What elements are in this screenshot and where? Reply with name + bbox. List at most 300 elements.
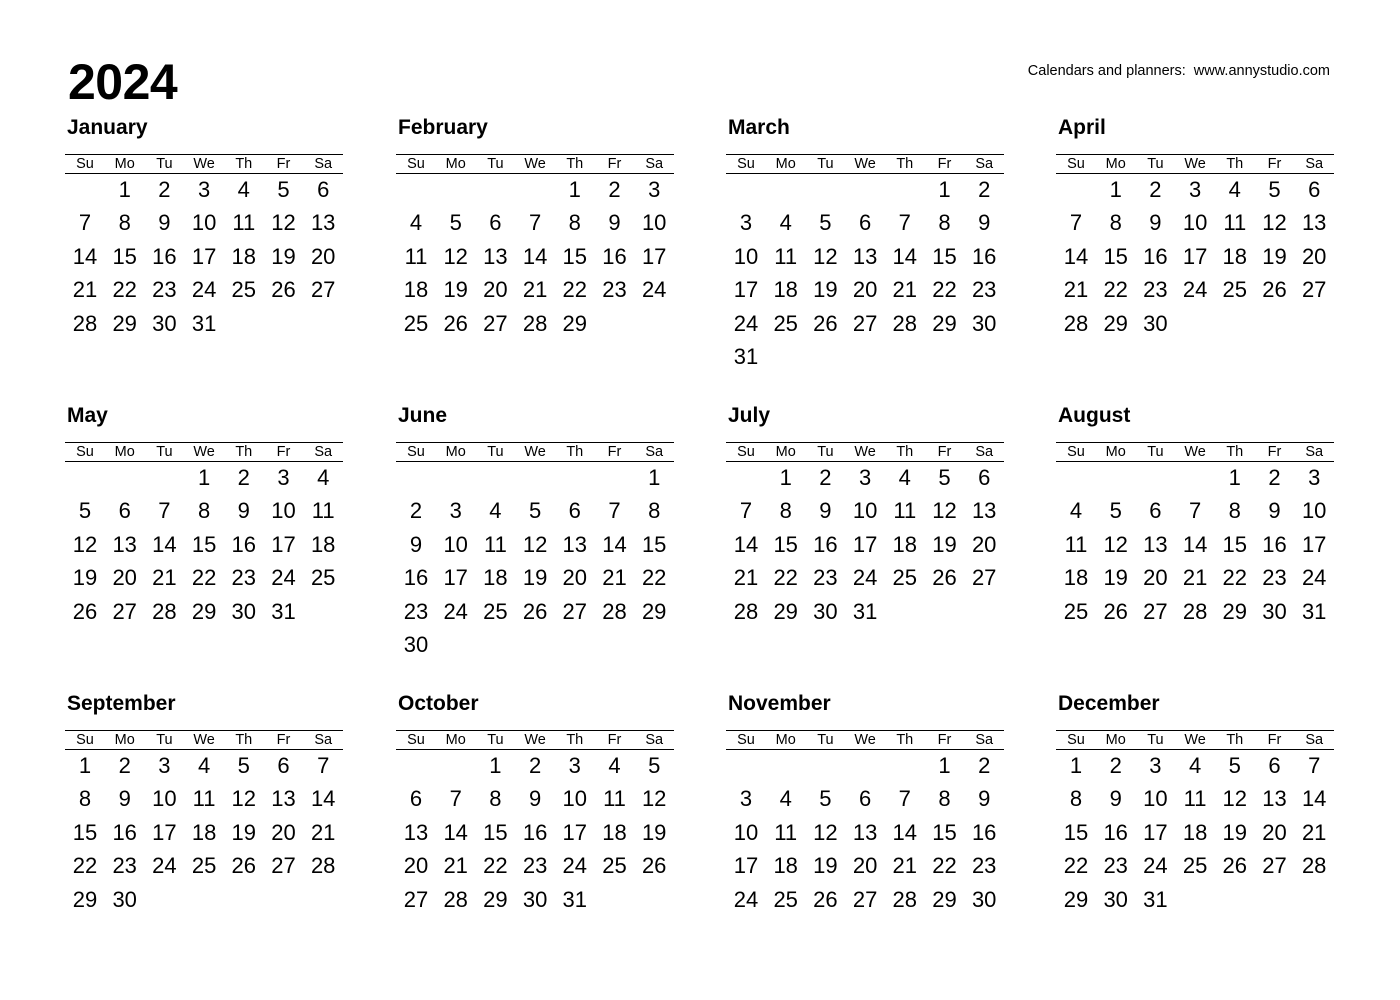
day-cell: 31 <box>191 310 217 336</box>
day-cell: 19 <box>522 565 548 591</box>
day-cell: 10 <box>191 210 217 236</box>
day-cell: 3 <box>1188 177 1202 202</box>
day-cell: 30 <box>152 310 177 336</box>
day-cell: 20 <box>483 277 508 303</box>
day-cell: 25 <box>191 853 217 879</box>
day-cell: 22 <box>1103 277 1128 303</box>
credit-url: www.annystudio.com <box>1193 63 1330 79</box>
day-cell: 10 <box>1182 210 1208 236</box>
day-cell: 24 <box>271 565 296 591</box>
weekday-label: We <box>193 156 215 172</box>
day-cell: 1 <box>1069 753 1083 778</box>
day-cell: 26 <box>641 853 667 879</box>
weekday-header <box>726 442 1004 462</box>
weekday-label: Th <box>1226 444 1244 460</box>
day-cell: 30 <box>231 598 257 624</box>
day-cell: 15 <box>112 243 137 269</box>
day-cell: 7 <box>898 210 911 236</box>
day-cell: 1 <box>779 465 792 490</box>
day-cell: 7 <box>528 210 542 236</box>
day-cell: 21 <box>152 565 177 591</box>
day-cell: 31 <box>562 886 588 912</box>
day-cell: 19 <box>813 277 838 303</box>
weekday-label: Su <box>407 156 425 172</box>
day-cell: 1 <box>489 753 502 778</box>
day-cell: 18 <box>403 277 429 303</box>
weekday-label: Su <box>76 732 94 748</box>
month-name: March <box>728 116 790 139</box>
weekday-header <box>396 154 674 174</box>
day-cell: 25 <box>483 598 508 624</box>
day-cell: 6 <box>1308 177 1321 202</box>
day-cell: 9 <box>978 786 991 812</box>
day-cell: 7 <box>739 498 753 524</box>
day-cell: 6 <box>1149 498 1162 524</box>
day-cell: 13 <box>310 210 336 236</box>
day-cell: 1 <box>648 465 661 490</box>
weekday-label: Th <box>1226 732 1244 748</box>
day-cell: 5 <box>1228 753 1241 778</box>
day-cell: 5 <box>819 786 832 812</box>
day-cell: 29 <box>191 598 217 624</box>
day-cell: 5 <box>1268 177 1281 202</box>
day-cell: 12 <box>813 243 838 269</box>
day-cell: 13 <box>1262 786 1287 812</box>
day-cell: 27 <box>852 310 878 336</box>
day-cell: 2 <box>118 753 131 778</box>
day-cell: 2 <box>528 753 542 778</box>
day-cell: 19 <box>932 531 957 557</box>
day-cell: 3 <box>277 465 290 490</box>
month-name: February <box>398 116 488 139</box>
day-cell: 11 <box>192 786 216 812</box>
day-cell: 19 <box>641 819 667 845</box>
day-cell: 4 <box>197 753 211 778</box>
day-cell: 26 <box>813 886 838 912</box>
day-cell: 11 <box>1183 786 1207 812</box>
day-cell: 3 <box>568 753 581 778</box>
day-cell: 11 <box>232 210 256 236</box>
day-cell: 9 <box>1109 786 1122 812</box>
day-cell: 19 <box>271 243 296 269</box>
weekday-label: Fr <box>937 156 952 172</box>
weekday-label: Su <box>737 444 755 460</box>
day-cell: 2 <box>819 465 832 490</box>
day-cell: 7 <box>1308 753 1321 778</box>
month-name: August <box>1058 404 1131 427</box>
day-cell: 12 <box>72 531 98 557</box>
day-cell: 17 <box>443 565 468 591</box>
day-cell: 20 <box>562 565 588 591</box>
day-cell: 18 <box>483 565 508 591</box>
weekday-label: Mo <box>114 444 135 460</box>
day-cell: 6 <box>409 786 423 812</box>
day-cell: 7 <box>317 753 330 778</box>
day-cell: 12 <box>1262 210 1287 236</box>
day-cell: 12 <box>932 498 957 524</box>
day-cell: 10 <box>733 243 759 269</box>
day-cell: 30 <box>1103 886 1128 912</box>
weekday-label: Mo <box>1105 156 1126 172</box>
day-cell: 11 <box>774 819 798 845</box>
day-cell: 25 <box>892 565 918 591</box>
weekday-label: We <box>854 156 876 172</box>
day-cell: 3 <box>1308 465 1321 490</box>
day-cell: 25 <box>773 310 798 336</box>
day-cell: 14 <box>892 243 918 269</box>
day-cell: 9 <box>1268 498 1281 524</box>
day-cell: 11 <box>311 498 335 524</box>
day-cell: 12 <box>271 210 296 236</box>
day-cell: 23 <box>602 277 627 303</box>
day-cell: 14 <box>733 531 759 557</box>
weekday-label: Tu <box>1147 732 1164 748</box>
day-cell: 24 <box>641 277 667 303</box>
day-cell: 16 <box>971 819 997 845</box>
day-cell: 10 <box>562 786 588 812</box>
day-cell: 26 <box>932 565 957 591</box>
day-cell: 6 <box>568 498 581 524</box>
day-cell: 30 <box>112 886 137 912</box>
day-cell: 15 <box>1063 819 1089 845</box>
weekday-label: Tu <box>1147 156 1164 172</box>
weekday-label: Fr <box>607 156 622 172</box>
day-cell: 11 <box>603 786 626 812</box>
day-cell: 28 <box>892 310 918 336</box>
weekday-label: Sa <box>1305 732 1324 748</box>
day-cell: 28 <box>1182 598 1208 624</box>
day-cell: 16 <box>112 819 137 845</box>
day-cell: 5 <box>237 753 250 778</box>
weekday-label: Mo <box>1105 732 1126 748</box>
day-cell: 18 <box>191 819 217 845</box>
day-cell: 20 <box>403 853 429 879</box>
day-cell: 3 <box>858 465 872 490</box>
day-cell: 13 <box>1301 210 1327 236</box>
day-cell: 22 <box>483 853 508 879</box>
day-cell: 1 <box>118 177 131 202</box>
day-cell: 10 <box>1301 498 1327 524</box>
day-cell: 21 <box>892 277 918 303</box>
day-cell: 17 <box>271 531 296 557</box>
day-cell: 21 <box>72 277 98 303</box>
day-cell: 30 <box>971 310 997 336</box>
day-cell: 6 <box>978 465 991 490</box>
day-cell: 15 <box>1222 531 1248 557</box>
day-cell: 24 <box>733 310 759 336</box>
day-cell: 4 <box>779 786 792 812</box>
day-cell: 25 <box>1222 277 1248 303</box>
day-cell: 10 <box>852 498 878 524</box>
day-cell: 23 <box>1143 277 1168 303</box>
day-cell: 9 <box>819 498 832 524</box>
day-cell: 25 <box>403 310 429 336</box>
day-cell: 1 <box>938 753 951 778</box>
day-cell: 27 <box>562 598 588 624</box>
day-cell: 8 <box>938 210 951 236</box>
weekday-label: Sa <box>975 156 994 172</box>
weekday-header <box>1056 442 1334 462</box>
month-name: April <box>1058 116 1106 139</box>
weekday-header <box>1056 730 1334 750</box>
day-cell: 4 <box>317 465 330 490</box>
day-cell: 20 <box>112 565 137 591</box>
day-cell: 1 <box>568 177 581 202</box>
weekday-label: We <box>524 444 546 460</box>
day-cell: 15 <box>932 243 957 269</box>
weekday-label: Th <box>896 444 914 460</box>
day-cell: 2 <box>608 177 621 202</box>
weekday-label: Su <box>1067 156 1085 172</box>
day-cell: 7 <box>78 210 92 236</box>
day-cell: 28 <box>733 598 759 624</box>
day-cell: 31 <box>852 598 878 624</box>
day-cell: 29 <box>1222 598 1248 624</box>
day-cell: 27 <box>271 853 296 879</box>
day-cell: 2 <box>409 498 423 524</box>
weekday-header <box>726 154 1004 174</box>
day-cell: 31 <box>271 598 296 624</box>
day-cell: 24 <box>1143 853 1168 879</box>
day-cell: 11 <box>893 498 917 524</box>
day-cell: 23 <box>152 277 177 303</box>
day-cell: 15 <box>1103 243 1128 269</box>
day-cell: 30 <box>813 598 838 624</box>
weekday-label: Th <box>566 444 584 460</box>
day-cell: 29 <box>1103 310 1128 336</box>
day-cell: 24 <box>443 598 468 624</box>
weekday-label: We <box>1184 156 1206 172</box>
day-cell: 26 <box>813 310 838 336</box>
weekday-label: Mo <box>445 444 466 460</box>
day-cell: 24 <box>152 853 177 879</box>
day-cell: 8 <box>938 786 951 812</box>
weekday-label: Sa <box>975 732 994 748</box>
weekday-label: Tu <box>156 156 173 172</box>
weekday-label: Fr <box>937 732 952 748</box>
day-cell: 8 <box>779 498 792 524</box>
day-cell: 15 <box>641 531 667 557</box>
day-cell: 4 <box>898 465 911 490</box>
day-cell: 7 <box>158 498 171 524</box>
day-cell: 4 <box>1069 498 1083 524</box>
weekday-label: Tu <box>156 732 173 748</box>
day-cell: 22 <box>1222 565 1248 591</box>
weekday-label: Tu <box>156 444 173 460</box>
weekday-label: Mo <box>114 156 135 172</box>
day-cell: 20 <box>1262 819 1287 845</box>
day-cell: 14 <box>1182 531 1208 557</box>
weekday-label: Fr <box>1267 444 1282 460</box>
day-cell: 12 <box>443 243 468 269</box>
day-cell: 16 <box>602 243 627 269</box>
day-cell: 9 <box>528 786 542 812</box>
weekday-label: Su <box>76 444 94 460</box>
day-cell: 2 <box>1149 177 1162 202</box>
day-cell: 3 <box>739 786 753 812</box>
day-cell: 16 <box>971 243 997 269</box>
weekday-label: Tu <box>817 156 834 172</box>
day-cell: 4 <box>608 753 621 778</box>
day-cell: 22 <box>112 277 137 303</box>
weekday-label: Th <box>566 156 584 172</box>
weekday-label: We <box>524 732 546 748</box>
weekday-label: We <box>193 732 215 748</box>
day-cell: 1 <box>78 753 92 778</box>
day-cell: 29 <box>1063 886 1089 912</box>
weekday-label: Fr <box>1267 156 1282 172</box>
day-cell: 5 <box>449 210 462 236</box>
day-cell: 10 <box>152 786 177 812</box>
day-cell: 6 <box>277 753 290 778</box>
day-cell: 26 <box>231 853 257 879</box>
day-cell: 19 <box>72 565 98 591</box>
day-cell: 4 <box>779 210 792 236</box>
day-cell: 13 <box>852 819 878 845</box>
month-name: July <box>728 404 771 427</box>
day-cell: 31 <box>1143 886 1168 912</box>
day-cell: 19 <box>813 853 838 879</box>
day-cell: 30 <box>1143 310 1168 336</box>
day-cell: 20 <box>852 277 878 303</box>
day-cell: 17 <box>733 277 759 303</box>
day-cell: 16 <box>522 819 548 845</box>
day-cell: 14 <box>1301 786 1327 812</box>
weekday-label: We <box>1184 732 1206 748</box>
day-cell: 25 <box>1182 853 1208 879</box>
month-name: May <box>67 404 108 427</box>
weekday-label: Fr <box>607 444 622 460</box>
day-cell: 7 <box>449 786 462 812</box>
day-cell: 10 <box>443 531 468 557</box>
day-cell: 19 <box>1222 819 1248 845</box>
day-cell: 1 <box>1109 177 1122 202</box>
weekday-label: Mo <box>775 156 796 172</box>
month-name: June <box>398 404 448 427</box>
day-cell: 26 <box>443 310 468 336</box>
credit-line <box>1028 62 1330 80</box>
day-cell: 11 <box>483 531 507 557</box>
day-cell: 28 <box>72 310 98 336</box>
day-cell: 12 <box>641 786 667 812</box>
weekday-label: Mo <box>445 156 466 172</box>
day-cell: 31 <box>1301 598 1327 624</box>
day-cell: 25 <box>773 886 798 912</box>
day-cell: 19 <box>1262 243 1287 269</box>
day-cell: 18 <box>773 853 798 879</box>
day-cell: 9 <box>608 210 621 236</box>
weekday-label: Sa <box>1305 156 1324 172</box>
day-cell: 22 <box>641 565 667 591</box>
day-cell: 23 <box>971 853 997 879</box>
day-cell: 24 <box>1182 277 1208 303</box>
day-cell: 17 <box>641 243 667 269</box>
day-cell: 23 <box>231 565 257 591</box>
day-cell: 7 <box>1188 498 1202 524</box>
weekday-label: Sa <box>645 156 664 172</box>
weekday-label: Th <box>896 732 914 748</box>
day-cell: 23 <box>522 853 548 879</box>
day-cell: 18 <box>231 243 257 269</box>
day-cell: 28 <box>1301 853 1327 879</box>
weekday-label: Tu <box>487 732 504 748</box>
weekday-label: We <box>193 444 215 460</box>
day-cell: 23 <box>813 565 838 591</box>
weekday-label: Th <box>896 156 914 172</box>
day-cell: 27 <box>403 886 429 912</box>
day-cell: 11 <box>404 243 428 269</box>
day-cell: 7 <box>1069 210 1083 236</box>
day-cell: 30 <box>971 886 997 912</box>
day-cell: 3 <box>449 498 462 524</box>
day-cell: 27 <box>1301 277 1327 303</box>
day-cell: 30 <box>403 632 429 657</box>
day-cell: 2 <box>237 465 250 490</box>
weekday-label: Fr <box>1267 732 1282 748</box>
day-cell: 11 <box>774 243 798 269</box>
day-cell: 1 <box>1228 465 1241 490</box>
day-cell: 5 <box>648 753 661 778</box>
day-cell: 22 <box>932 853 957 879</box>
day-cell: 27 <box>310 277 336 303</box>
day-cell: 24 <box>562 853 588 879</box>
day-cell: 14 <box>443 819 468 845</box>
day-cell: 28 <box>152 598 177 624</box>
day-cell: 16 <box>231 531 257 557</box>
day-cell: 22 <box>932 277 957 303</box>
day-cell: 16 <box>1143 243 1168 269</box>
day-cell: 11 <box>1223 210 1247 236</box>
day-cell: 12 <box>1222 786 1248 812</box>
day-cell: 5 <box>78 498 92 524</box>
day-cell: 21 <box>733 565 759 591</box>
weekday-header <box>65 442 343 462</box>
day-cell: 17 <box>1182 243 1208 269</box>
day-cell: 30 <box>1262 598 1287 624</box>
day-cell: 21 <box>602 565 627 591</box>
day-cell: 19 <box>1103 565 1128 591</box>
day-cell: 24 <box>191 277 217 303</box>
weekday-header <box>65 730 343 750</box>
day-cell: 16 <box>403 565 429 591</box>
day-cell: 24 <box>852 565 878 591</box>
day-cell: 31 <box>733 344 759 369</box>
day-cell: 14 <box>152 531 177 557</box>
day-cell: 3 <box>648 177 661 202</box>
day-cell: 18 <box>892 531 918 557</box>
day-cell: 15 <box>932 819 957 845</box>
day-cell: 4 <box>237 177 250 202</box>
weekday-label: Mo <box>114 732 135 748</box>
day-cell: 9 <box>409 531 423 557</box>
day-cell: 13 <box>562 531 588 557</box>
day-cell: 12 <box>813 819 838 845</box>
day-cell: 17 <box>733 853 759 879</box>
day-cell: 20 <box>971 531 997 557</box>
day-cell: 17 <box>191 243 217 269</box>
day-cell: 21 <box>1301 819 1327 845</box>
day-cell: 6 <box>118 498 131 524</box>
day-cell: 22 <box>562 277 588 303</box>
day-cell: 25 <box>602 853 627 879</box>
day-cell: 28 <box>310 853 336 879</box>
day-cell: 6 <box>858 210 872 236</box>
day-cell: 27 <box>112 598 137 624</box>
weekday-label: Su <box>407 732 425 748</box>
weekday-header <box>396 730 674 750</box>
day-cell: 21 <box>892 853 918 879</box>
day-cell: 10 <box>1143 786 1168 812</box>
